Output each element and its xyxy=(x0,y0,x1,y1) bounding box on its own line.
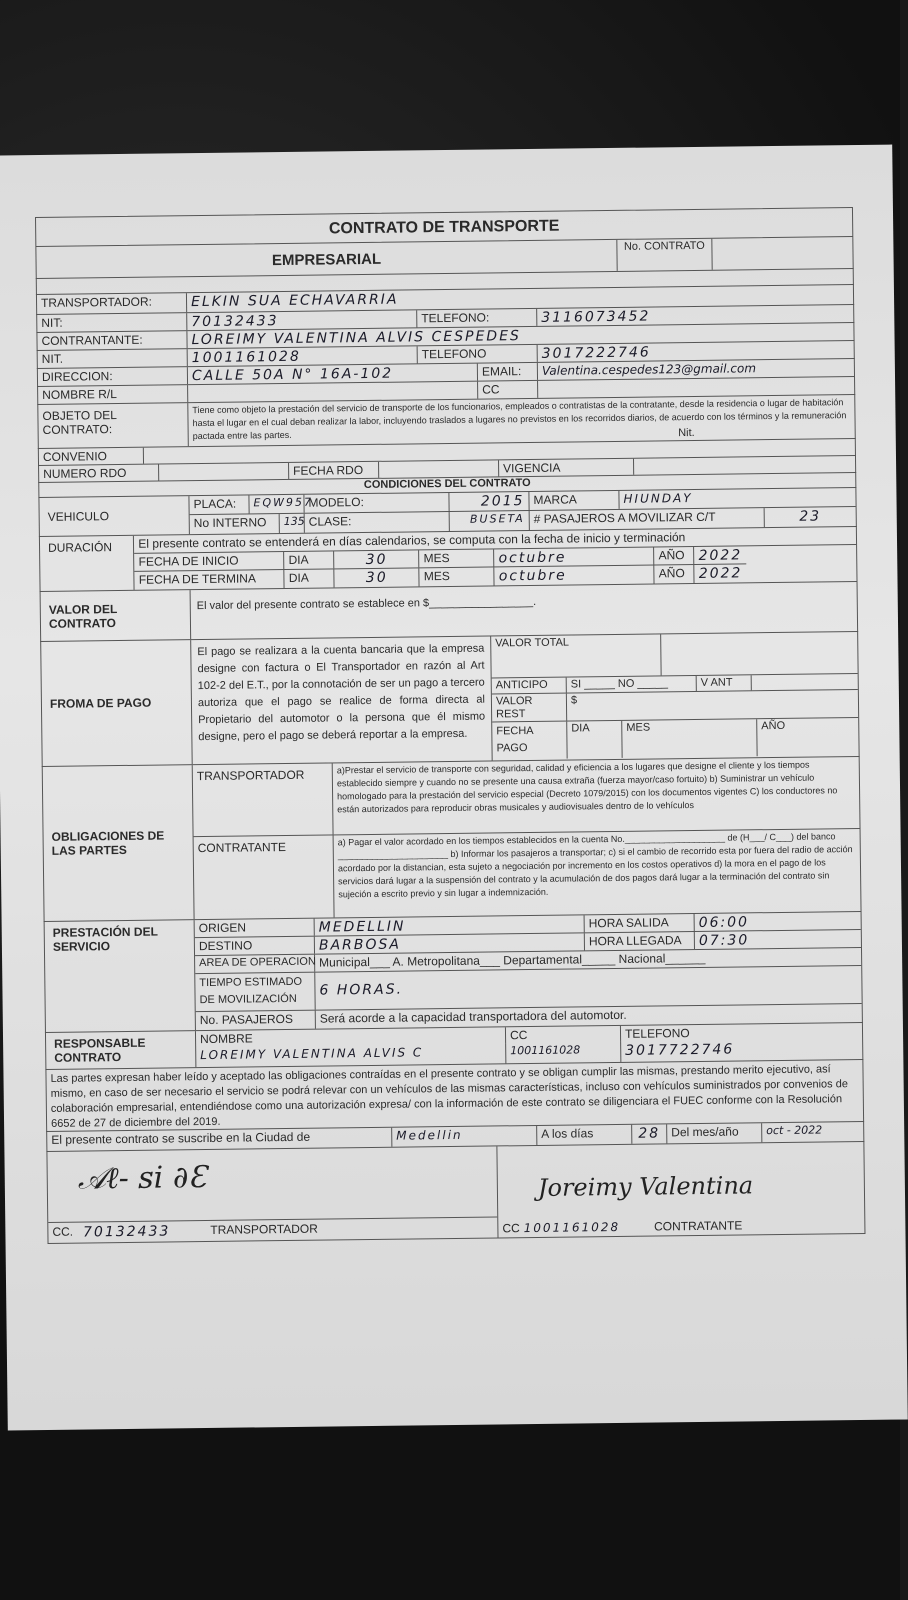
telefono-field[interactable]: 3116073452 xyxy=(541,308,651,326)
nit-field[interactable]: 70132433 xyxy=(187,310,417,330)
obl-contratante-text: a) Pagar el valor acordado en los tiempos establecidos en la cuenta No.____________________ de (H___/ C___) del banco ______________________ b) Informar los pasajeros a transportar; c) si el cambio de recorrido esta por fuera del radio de acción acordado por la distancian, esta sujeto a negociación por incremento en los costos operativos d) la mora en el pago de los servicios dará lugar a la suspensión del contrato y la acumulación de dos pagos dará lugar a la terminación del contrato sin sujeción a escrito previo y sin lugar a indemnización. xyxy=(337,831,853,900)
v-ant-field[interactable] xyxy=(752,674,858,690)
valor-text: El valor del presente contrato se establece en $_________________. xyxy=(196,595,537,613)
ciudad-label: El presente contrato se suscribe en la Ciudad de xyxy=(47,1128,392,1151)
marca-field[interactable]: HIUNDAY xyxy=(623,491,693,506)
valor-total-field[interactable] xyxy=(661,632,857,675)
firma-contratante-label: CONTRATANTE xyxy=(653,1218,743,1234)
clase-field[interactable]: BUSETA xyxy=(450,511,530,531)
obl-transportador-label: TRANSPORTADOR xyxy=(193,763,334,836)
area-options[interactable]: Municipal___ A. Metropolitana___ Departamental_____ Nacional______ xyxy=(319,950,706,970)
firma-cc2-label: CC xyxy=(502,1221,520,1236)
inicio-mes-field[interactable]: octubre xyxy=(494,547,654,566)
anticipo-si-no[interactable]: SI _____ NO _____ xyxy=(567,676,697,693)
inicio-dia-label: DIA xyxy=(284,551,334,569)
no-contrato-label: No. CONTRATO xyxy=(617,239,712,271)
fecha-rdo-label: FECHA RDO xyxy=(289,462,379,479)
no-pasajeros-label: No. PASAJEROS xyxy=(196,1011,316,1030)
firma-cc-contratante: 1001161028 xyxy=(523,1219,621,1236)
clausula-text: Las partes expresan haber leído y aceptado las obligaciones contraídas en el presente contrato y se obligan cumplir las mismas, prestando merito ejecutivo, así mismo, en caso de ser necesario el servicio se podrá relevar con un vehículos de las mismas características, incluso con vehículos suministrados por convenios de colaboración empresarial, entendiéndose como una autorización expresa/ con la información de este contrato se diligenciara el FUEC conforme con la Resolución 6652 de 27 de diciembre del 2019. xyxy=(50,1063,848,1130)
placa-label: PLACA: xyxy=(189,495,249,514)
nit2-label: NIT. xyxy=(38,349,188,368)
origen-field[interactable]: MEDELLIN xyxy=(315,915,585,935)
nombre-rl-label: NOMBRE R/L xyxy=(38,385,188,404)
email-field[interactable]: Valentina.cespedes123@gmail.com xyxy=(541,361,757,378)
duracion-section xyxy=(39,527,858,592)
interno-field[interactable]: 135 xyxy=(280,514,305,533)
firma-cc-label: CC. xyxy=(52,1224,74,1239)
fin-dia-label: DIA xyxy=(285,569,335,588)
cc-label: CC xyxy=(478,381,538,399)
resp-telefono-field[interactable]: 3017722746 xyxy=(625,1041,735,1059)
firma-cc-transportador: 70132433 xyxy=(82,1223,171,1241)
responsable-label: RESPONSABLE CONTRATO xyxy=(46,1031,196,1069)
mes-ano-label: Del mes/año xyxy=(667,1123,762,1143)
transportador-label: TRANSPORTADOR: xyxy=(37,293,187,314)
fecha-rdo-field[interactable] xyxy=(379,460,499,477)
no-contrato-field[interactable] xyxy=(712,237,852,270)
resp-telefono-label: TELEFONO xyxy=(624,1026,690,1041)
destino-label: DESTINO xyxy=(195,937,315,955)
condiciones-title: CONDICIONES DEL CONTRATO xyxy=(363,476,531,492)
objeto-text: Tiene como objeto la prestación del servicio de transporte de los funcionarios, empleados o contratistas de la contratante, desde la residencia o lugar de habitación hasta el lugar en el cual deban realizar la labor, incluyendo traslados a lugares no previstos en los recorridos diarios, de acuerdo con los términos y la remuneración pactada entre las partes. Nit. xyxy=(192,397,847,442)
marca-label: MARCA xyxy=(529,491,619,510)
nombre-rl-field[interactable] xyxy=(188,382,478,403)
fecha-pago-ano[interactable]: AÑO xyxy=(761,719,786,733)
fin-mes-field[interactable]: octubre xyxy=(495,565,655,585)
termina-label: FECHA DE TERMINA xyxy=(135,570,285,590)
obligaciones-section xyxy=(42,757,862,922)
hora-llegada-label: HORA LLEGADA xyxy=(585,932,695,950)
destino-field[interactable]: BARBOSA xyxy=(315,933,585,953)
contratante-label: CONTRANTANTE: xyxy=(37,331,187,350)
telefono-label: TELEFONO: xyxy=(417,309,537,327)
resp-nombre-label: NOMBRE xyxy=(196,1027,506,1047)
modelo-label: MODELO: xyxy=(304,493,449,513)
tiempo-label: TIEMPO ESTIMADO DE MOVILIZACIÓN xyxy=(195,973,315,1011)
contract-title: CONTRATO DE TRANSPORTE xyxy=(328,217,560,238)
no-pasajeros-text: Será acorde a la capacidad transportadora del automotor. xyxy=(319,1007,627,1026)
duracion-text: El presente contrato se entenderá en días calendarios, se computa con la fecha de inicio y terminación xyxy=(138,530,686,551)
firma-transportador-signature: 𝒜ℓ‑ ꜱi ∂Ɛ xyxy=(77,1159,208,1197)
numero-rdo-field[interactable] xyxy=(159,463,289,481)
valor-label: VALOR DEL CONTRATO xyxy=(41,590,192,641)
fecha-pago-dia[interactable]: DIA xyxy=(567,721,622,759)
numero-rdo-label: NUMERO RDO xyxy=(39,465,159,482)
contract-paper xyxy=(0,145,908,1431)
firma-transportador-label: TRANSPORTADOR xyxy=(210,1221,318,1237)
fin-ano-label: AÑO xyxy=(655,565,695,583)
inicio-mes-label: MES xyxy=(419,549,494,567)
resp-nombre-field[interactable]: LOREIMY VALENTINA ALVIS C xyxy=(196,1043,506,1067)
vigencia-field[interactable] xyxy=(634,456,855,475)
resp-cc-field[interactable]: 1001161028 xyxy=(506,1042,621,1063)
hora-salida-field[interactable]: 06:00 xyxy=(698,914,750,931)
direccion-field[interactable]: CALLE 50A N° 16A-102 xyxy=(188,364,478,385)
fecha-pago-mes[interactable]: MES xyxy=(622,719,757,758)
nit-label: NIT: xyxy=(37,313,187,332)
hora-salida-label: HORA SALIDA xyxy=(585,914,695,932)
firma-transportador-box[interactable] xyxy=(47,1146,498,1242)
inicio-ano-field[interactable]: 2022 xyxy=(698,547,743,564)
fin-ano-field[interactable]: 2022 xyxy=(698,565,743,582)
direccion-label: DIRECCION: xyxy=(38,367,188,386)
fin-mes-label: MES xyxy=(420,567,495,586)
vehiculo-label: VEHICULO xyxy=(39,496,189,536)
valor-total-label: VALOR TOTAL xyxy=(491,634,661,677)
convenio-label: CONVENIO xyxy=(39,448,144,465)
contratante-field[interactable]: LOREIMY VALENTINA ALVIS CESPEDES xyxy=(191,328,521,349)
firma-contratante-signature: Joreimy Valentina xyxy=(537,1171,754,1202)
inicio-dia-field[interactable]: 30 xyxy=(334,550,419,568)
tiempo-field[interactable]: 6 HORAS. xyxy=(319,981,404,999)
hora-llegada-field[interactable]: 07:30 xyxy=(698,932,750,949)
obligaciones-label: OBLIGACIONES DE LAS PARTES xyxy=(43,765,195,921)
inicio-ano-label: AÑO xyxy=(654,547,694,564)
vigencia-label: VIGENCIA xyxy=(499,459,634,477)
transport-contract-form xyxy=(35,207,865,1244)
fin-dia-field[interactable]: 30 xyxy=(335,568,420,587)
dias-label: A los días xyxy=(537,1125,632,1145)
interno-label: No INTERNO xyxy=(190,514,280,534)
modelo-field[interactable]: 2015 xyxy=(449,492,529,511)
valor-rest-field[interactable]: $ xyxy=(570,694,578,707)
nit2-field[interactable]: 1001161028 xyxy=(188,346,418,366)
v-ant-label: V ANT xyxy=(697,675,752,691)
objeto-nit-label: Nit. xyxy=(678,426,695,440)
placa-field[interactable]: EQW957 xyxy=(249,495,304,514)
transportador-field[interactable]: ELKIN SUA ECHAVARRIA xyxy=(190,291,399,311)
obl-contratante-label: CONTRATANTE xyxy=(194,835,335,919)
dias-field[interactable]: 28 xyxy=(632,1124,667,1143)
origen-label: ORIGEN xyxy=(195,919,315,937)
telefono2-label: TELEFONO xyxy=(418,345,538,363)
objeto-label: OBJETO DEL CONTRATO: xyxy=(38,403,189,448)
ciudad-field[interactable]: Medellin xyxy=(392,1126,537,1147)
area-label: AREA DE OPERACION xyxy=(195,955,315,973)
pasajeros-field[interactable]: 23 xyxy=(799,508,822,525)
valor-rest-label: VALOR REST xyxy=(492,694,567,722)
fecha-pago-label: FECHA PAGO xyxy=(492,722,567,760)
prestacion-label: PRESTACIÓN DEL SERVICIO xyxy=(45,920,196,1032)
inicio-label: FECHA DE INICIO xyxy=(134,552,284,571)
firma-contratante-box[interactable] xyxy=(497,1142,864,1237)
contract-subtitle: EMPRESARIAL xyxy=(36,240,617,278)
clase-label: CLASE: xyxy=(305,512,450,533)
email-label: EMAIL: xyxy=(478,363,538,381)
pago-text: El pago se realizara a la cuenta bancaria que la empresa designe con factura o El Transportador en razón al Art 102-2 del E.T., por la connotación de ser un pago a tercero autoriza que el pago se realice de forma directa al Propietario del automotor o la persona que él mismo designe, pero el pago se deberá reportar a la empresa. xyxy=(191,636,492,764)
pago-section xyxy=(40,632,859,767)
obl-transportador-text: a)Prestar el servicio de transporte con seguridad, calidad y eficiencia a los lugares que designe el cliente y los tiempos establecido siempre y cuando no se presente una causa extraña (fuerza mayor/caso fortuito) b) Suministrar un vehículo homologado para la prestación del servicio especial (Decreto 1079/2015) con los documentos vigentes C) los conductores no están autorizados para reproducir obras musicales y audiovisuales dentro de lo vehículos xyxy=(336,759,838,815)
anticipo-label: ANTICIPO xyxy=(492,678,567,694)
duracion-label: DURACIÓN xyxy=(40,536,135,591)
pago-label: FROMA DE PAGO xyxy=(41,640,193,766)
telefono2-field[interactable]: 3017222746 xyxy=(541,344,651,362)
mes-ano-field[interactable]: oct - 2022 xyxy=(766,1123,823,1138)
prestacion-section xyxy=(44,912,863,1033)
pasajeros-label: # PASAJEROS A MOVILIZAR C/T xyxy=(530,508,765,530)
resp-cc-label: CC xyxy=(506,1026,621,1043)
